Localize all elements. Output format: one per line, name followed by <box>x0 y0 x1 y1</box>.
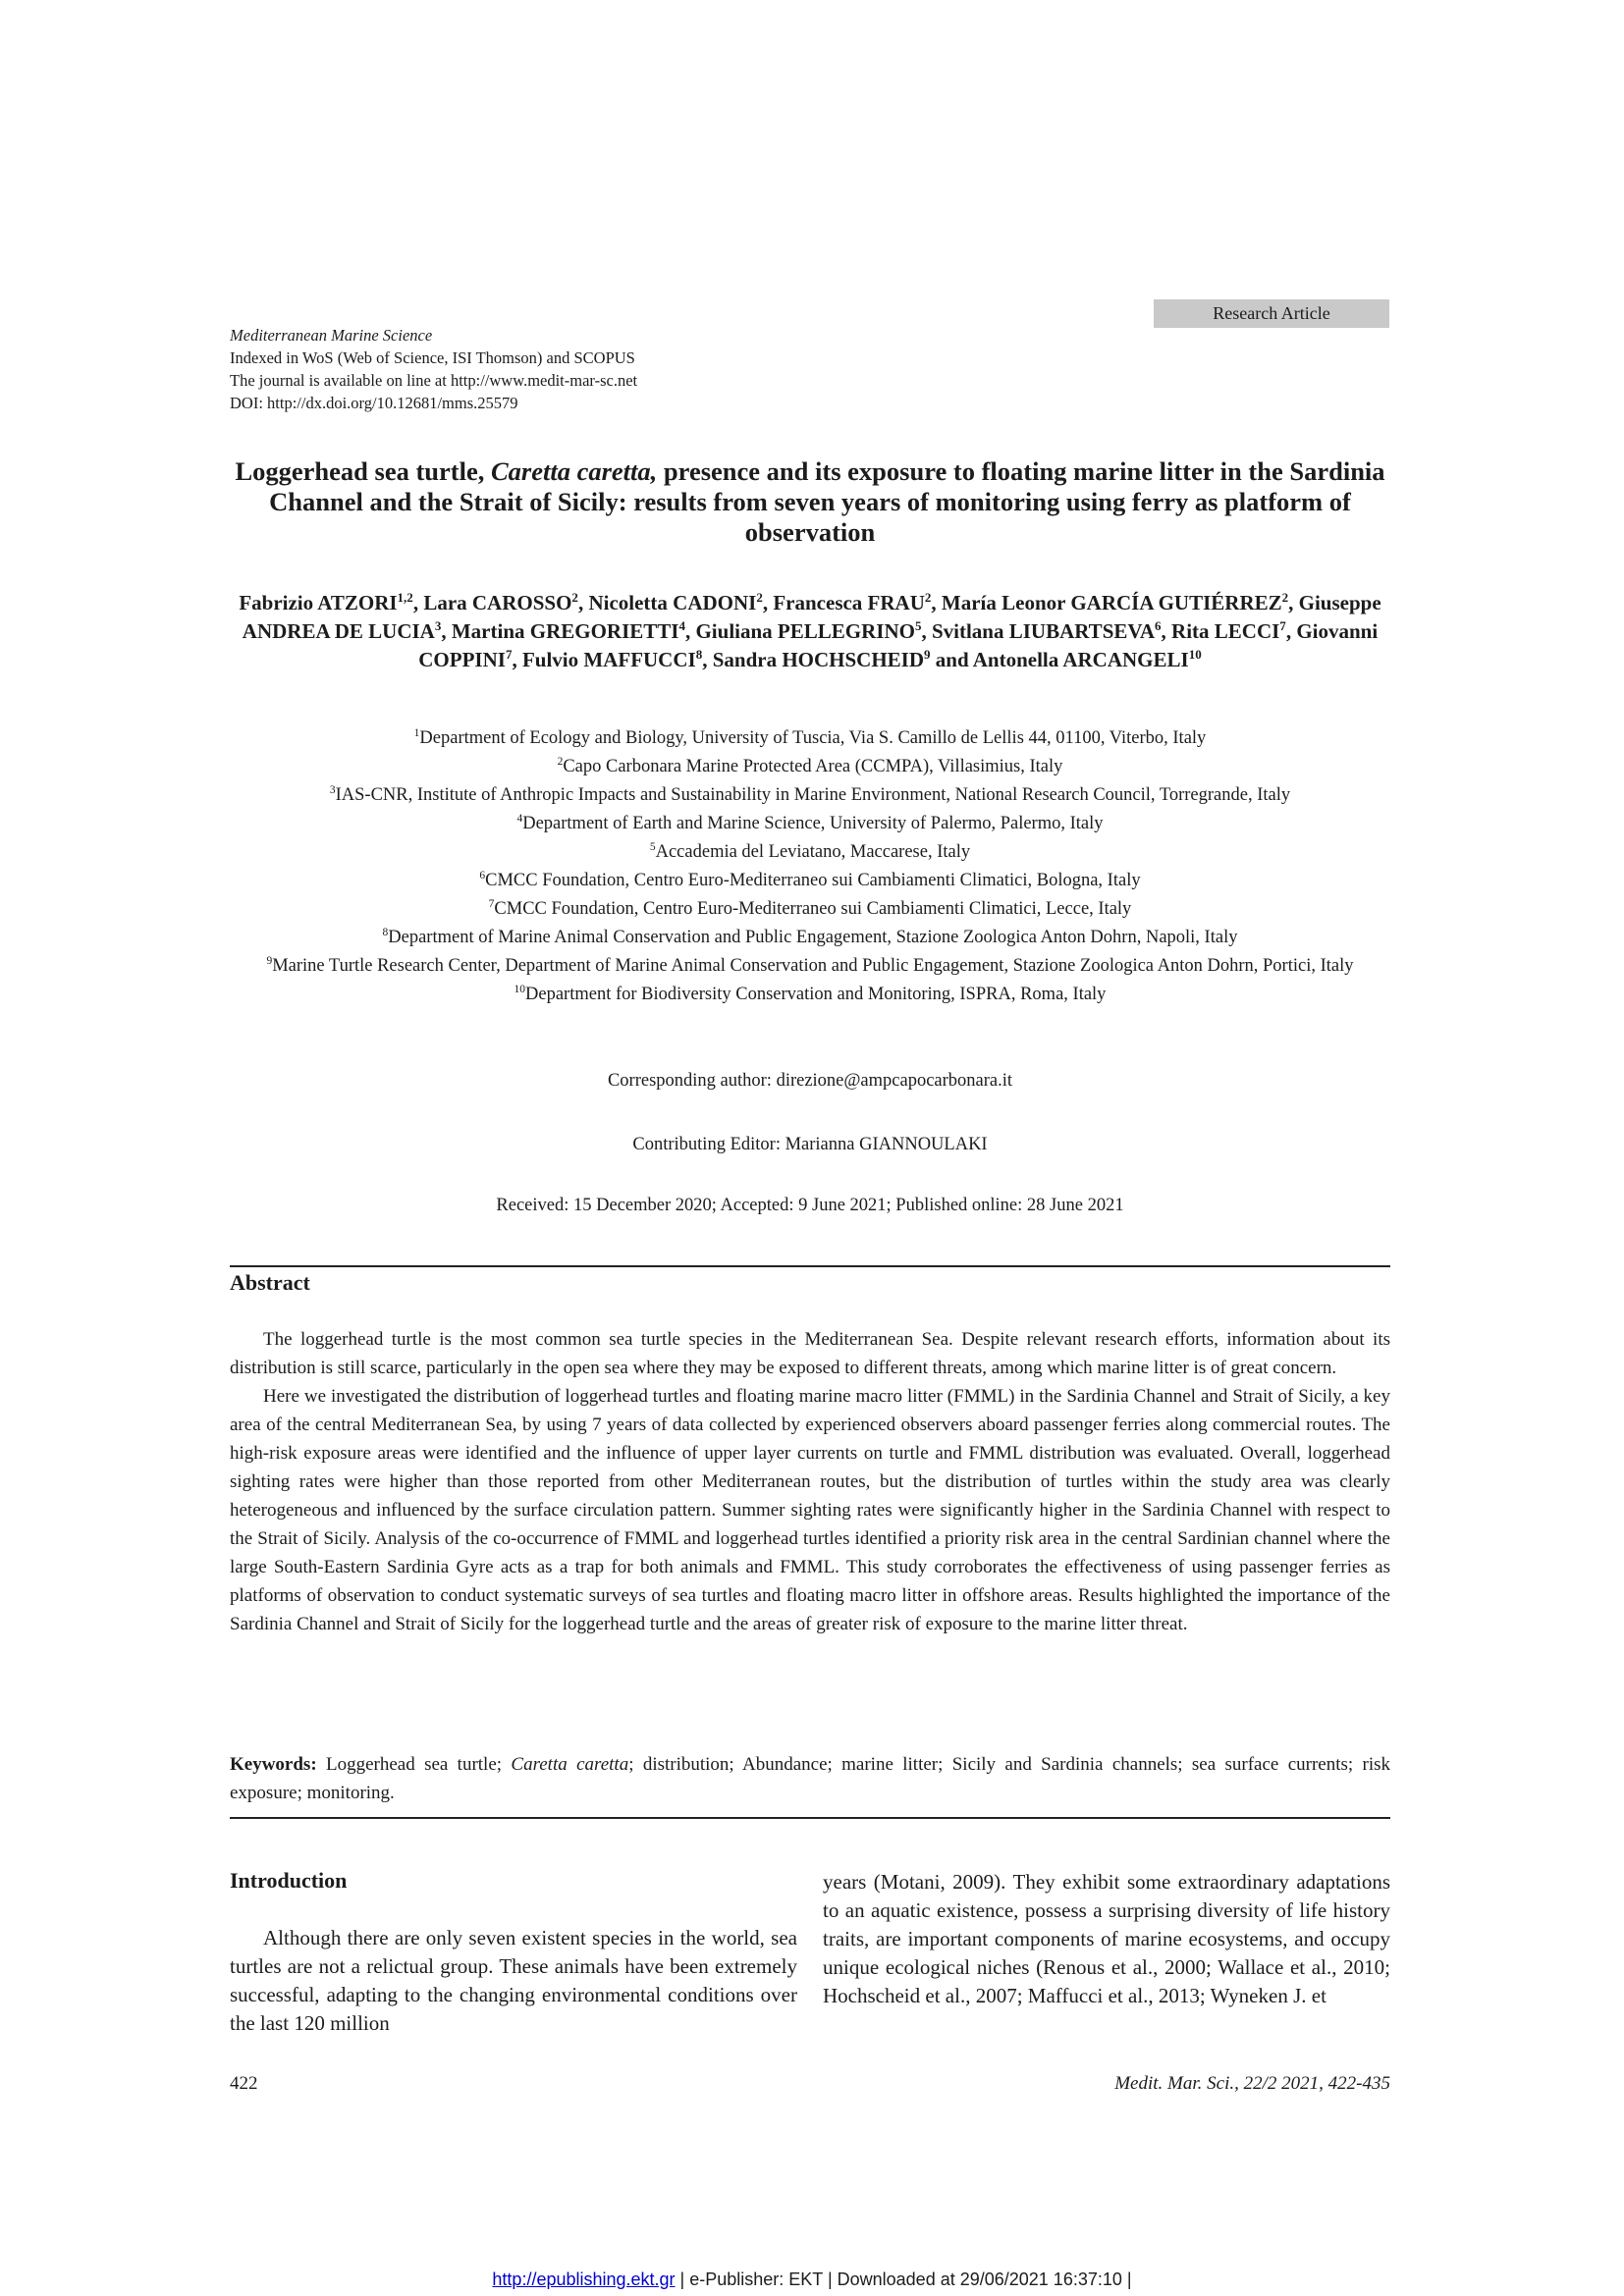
abstract-top-rule <box>230 1265 1390 1267</box>
author-name: Lara CAROSSO <box>423 591 572 614</box>
affiliation <box>230 952 1390 981</box>
author-separator: , <box>1161 619 1172 643</box>
affiliation-text: Accademia del Leviatano, Maccarese, Italy <box>655 842 971 862</box>
author-name: Martina GREGORIETTI <box>451 619 679 643</box>
affiliation-number: 5 <box>649 840 656 853</box>
title-part-1: Loggerhead sea turtle, <box>235 456 491 486</box>
download-footer <box>0 2269 1624 2290</box>
affiliation-text: CMCC Foundation, Centro Euro-Mediterraneo sui Cambiamenti Climatici, Lecce, Italy <box>494 899 1132 919</box>
author-separator: , <box>921 619 932 643</box>
author-separator: , <box>931 591 942 614</box>
author-name: Fabrizio ATZORI <box>239 591 398 614</box>
affiliation-text: CMCC Foundation, Centro Euro-Mediterraneo sui Cambiamenti Climatici, Bologna, Italy <box>485 871 1141 890</box>
author-affiliation-mark: 10 <box>1188 647 1202 662</box>
affiliation <box>230 895 1390 924</box>
author-separator: , <box>412 591 424 614</box>
affiliation-text: Department of Ecology and Biology, University of Tuscia, Via S. Camillo de Lellis 44, 01100, Viterbo, Italy <box>419 728 1207 748</box>
journal-name: Mediterranean Marine Science <box>230 326 433 345</box>
affiliation-number: 7 <box>488 897 495 910</box>
journal-info <box>230 324 637 414</box>
author-affiliation-mark: 7 <box>1279 618 1286 633</box>
author-separator: , <box>577 591 589 614</box>
author-name: Francesca FRAU <box>773 591 925 614</box>
journal-online: The journal is available on line at http://www.medit-mar-sc.net <box>230 371 638 390</box>
author-separator: , <box>702 648 713 671</box>
author-name: María Leonor GARCÍA GUTIÉRREZ <box>941 591 1282 614</box>
journal-citation: Medit. Mar. Sci., 22/2 2021, 422-435 <box>1114 2073 1390 2094</box>
article-type-badge: Research Article <box>1154 299 1389 328</box>
contributing-editor: Contributing Editor: Marianna GIANNOULAKI <box>632 1135 988 1154</box>
affiliation-number: 2 <box>557 755 564 768</box>
introduction-paragraph-continued: years (Motani, 2009). They exhibit some extraordinary adaptations to an aquatic existence, possess a surprising diversity of life history traits, are important components of marine ecosystems, and occupy unique ecological niches (Renous et al., 2000; Wallace et al., 2010; Hochscheid et al., 2007; Maffucci et al., 2013; Wyneken J. et <box>823 1870 1390 2007</box>
author-affiliation-mark: 1,2 <box>397 590 413 605</box>
affiliation-text: Department for Biodiversity Conservation and Monitoring, ISPRA, Roma, Italy <box>525 985 1107 1004</box>
title-part-2: presence and its exposure to floating marine litter in the Sardinia Channel and the Strait of Sicily: results from seven years of monitoring using ferry as platform of observation <box>269 456 1385 547</box>
affiliation-text: Department of Earth and Marine Science, University of Palermo, Palermo, Italy <box>522 814 1104 833</box>
author-separator: , <box>1285 619 1297 643</box>
keywords-label: Keywords: <box>230 1754 317 1775</box>
introduction-left-column <box>230 1924 797 2038</box>
article-dates: Received: 15 December 2020; Accepted: 9 June 2021; Published online: 28 June 2021 <box>496 1196 1124 1215</box>
affiliation-text: Marine Turtle Research Center, Department of Marine Animal Conservation and Public Engagement, Stazione Zoologica Anton Dohrn, Portici, Italy <box>272 956 1354 976</box>
download-info: | e-Publisher: EKT | Downloaded at 29/06/2021 16:37:10 | <box>675 2269 1132 2289</box>
affiliation <box>230 981 1390 1009</box>
author-list <box>226 589 1394 674</box>
affiliation-text: Capo Carbonara Marine Protected Area (CCMPA), Villasimius, Italy <box>563 757 1063 776</box>
keywords-before: Loggerhead sea turtle; <box>316 1754 512 1775</box>
affiliation-number: 1 <box>413 726 420 739</box>
author-name: Fulvio MAFFUCCI <box>521 648 696 671</box>
author-name: Sandra HOCHSCHEID <box>712 648 925 671</box>
author-separator: , <box>762 591 774 614</box>
article-title <box>226 456 1394 548</box>
author-name: Giuliana PELLEGRINO <box>695 619 915 643</box>
keywords-after: ; distribution; Abundance; marine litter; Sicily and Sardinia channels; sea surface currents; risk exposure; monitoring. <box>230 1754 1391 1803</box>
abstract-paragraph: Here we investigated the distribution of loggerhead turtles and floating marine macro litter (FMML) in the Sardinia Channel and Strait of Sicily, a key area of the central Mediterranean Sea, by using 7 years of data collected by experienced observers aboard passenger ferries along commercial routes. The high-risk exposure areas were identified and the influence of upper layer currents on turtle and FMML distribution was evaluated. Overall, loggerhead sighting rates were higher than those reported from other Mediterranean routes, but the distribution of turtles within the study area was clearly heterogeneous and influenced by the surface circulation pattern. Summer sighting rates were significantly higher in the Sardinia Channel with respect to the Strait of Sicily. Analysis of the co-occurrence of FMML and loggerhead turtles identified a priority risk area in the central Sardinian channel where the large South-Eastern Sardinia Gyre acts as a trap for both animals and FMML. This study corroborates the effectiveness of using passenger ferries as platforms of observation to conduct systematic surveys of sea turtles and floating macro litter in offshore areas. Results highlighted the importance of the Sardinia Channel and Strait of Sicily for the loggerhead turtle and the areas of greater risk of exposure to the marine litter threat. <box>230 1386 1390 1634</box>
affiliation-number: 9 <box>266 954 273 967</box>
author-affiliation-mark: 4 <box>678 618 685 633</box>
author-name: Svitlana LIUBARTSEVA <box>931 619 1156 643</box>
page-number: 422 <box>230 2073 258 2094</box>
affiliation <box>230 838 1390 867</box>
affiliation <box>230 810 1390 838</box>
affiliation-number: 3 <box>329 783 336 796</box>
author-name: Rita LECCI <box>1171 619 1280 643</box>
corresponding-author: Corresponding author: direzione@ampcapocarbonara.it <box>607 1071 1013 1091</box>
author-separator: , <box>1288 591 1299 614</box>
affiliation-list <box>230 724 1390 1009</box>
title-species: Caretta caretta, <box>491 456 658 486</box>
abstract-heading: Abstract <box>230 1270 310 1295</box>
affiliation-number: 8 <box>382 926 389 938</box>
author-affiliation-mark: 5 <box>914 618 922 633</box>
introduction-heading: Introduction <box>230 1868 348 1893</box>
author-affiliation-mark: 8 <box>695 647 703 662</box>
affiliation <box>230 867 1390 895</box>
author-name: Giuseppe ANDREA DE LUCIA <box>242 591 1381 643</box>
author-name: Nicoletta CADONI <box>588 591 757 614</box>
author-affiliation-mark: 2 <box>571 590 578 605</box>
author-affiliation-mark: 9 <box>924 647 931 662</box>
journal-indexing: Indexed in WoS (Web of Science, ISI Thomson) and SCOPUS <box>230 348 635 367</box>
keywords-species: Caretta caretta <box>511 1754 629 1775</box>
author-separator: , <box>684 619 696 643</box>
affiliation-number: 6 <box>479 869 486 881</box>
abstract-bottom-rule <box>230 1817 1390 1819</box>
author-separator: , <box>441 619 452 643</box>
author-affiliation-mark: 6 <box>1155 618 1162 633</box>
affiliation-text: Department of Marine Animal Conservation and Public Engagement, Stazione Zoologica Anton Dohrn, Napoli, Italy <box>388 928 1238 947</box>
abstract-body <box>230 1325 1390 1638</box>
author-separator: and <box>930 648 973 671</box>
author-affiliation-mark: 2 <box>756 590 763 605</box>
author-affiliation-mark: 7 <box>505 647 513 662</box>
author-affiliation-mark: 3 <box>434 618 442 633</box>
abstract-paragraph: The loggerhead turtle is the most common sea turtle species in the Mediterranean Sea. Despite relevant research efforts, information about its distribution is still scarce, particularly in the open sea where they may be exposed to different threats, among which marine litter is of great concern. <box>230 1329 1390 1378</box>
author-separator: , <box>512 648 522 671</box>
author-affiliation-mark: 2 <box>1281 590 1289 605</box>
affiliation-number: 10 <box>514 983 526 995</box>
journal-doi: DOI: http://dx.doi.org/10.12681/mms.25579 <box>230 394 518 412</box>
keywords <box>230 1750 1390 1807</box>
author-name: Antonella ARCANGELI <box>972 648 1189 671</box>
introduction-paragraph: Although there are only seven existent species in the world, sea turtles are not a relictual group. These animals have been extremely successful, adapting to the changing environmental conditions over the last 120 million <box>230 1926 797 2035</box>
affiliation-text: IAS-CNR, Institute of Anthropic Impacts and Sustainability in Marine Environment, National Research Council, Torregrande, Italy <box>335 785 1291 805</box>
affiliation <box>230 781 1390 810</box>
publisher-link[interactable]: http://epublishing.ekt.gr <box>492 2269 676 2289</box>
affiliation-number: 4 <box>516 812 523 825</box>
author-affiliation-mark: 2 <box>924 590 932 605</box>
introduction-right-column <box>823 1868 1390 2010</box>
affiliation <box>230 753 1390 781</box>
affiliation <box>230 724 1390 753</box>
affiliation <box>230 924 1390 952</box>
author-name: Giovanni COPPINI <box>418 619 1379 671</box>
